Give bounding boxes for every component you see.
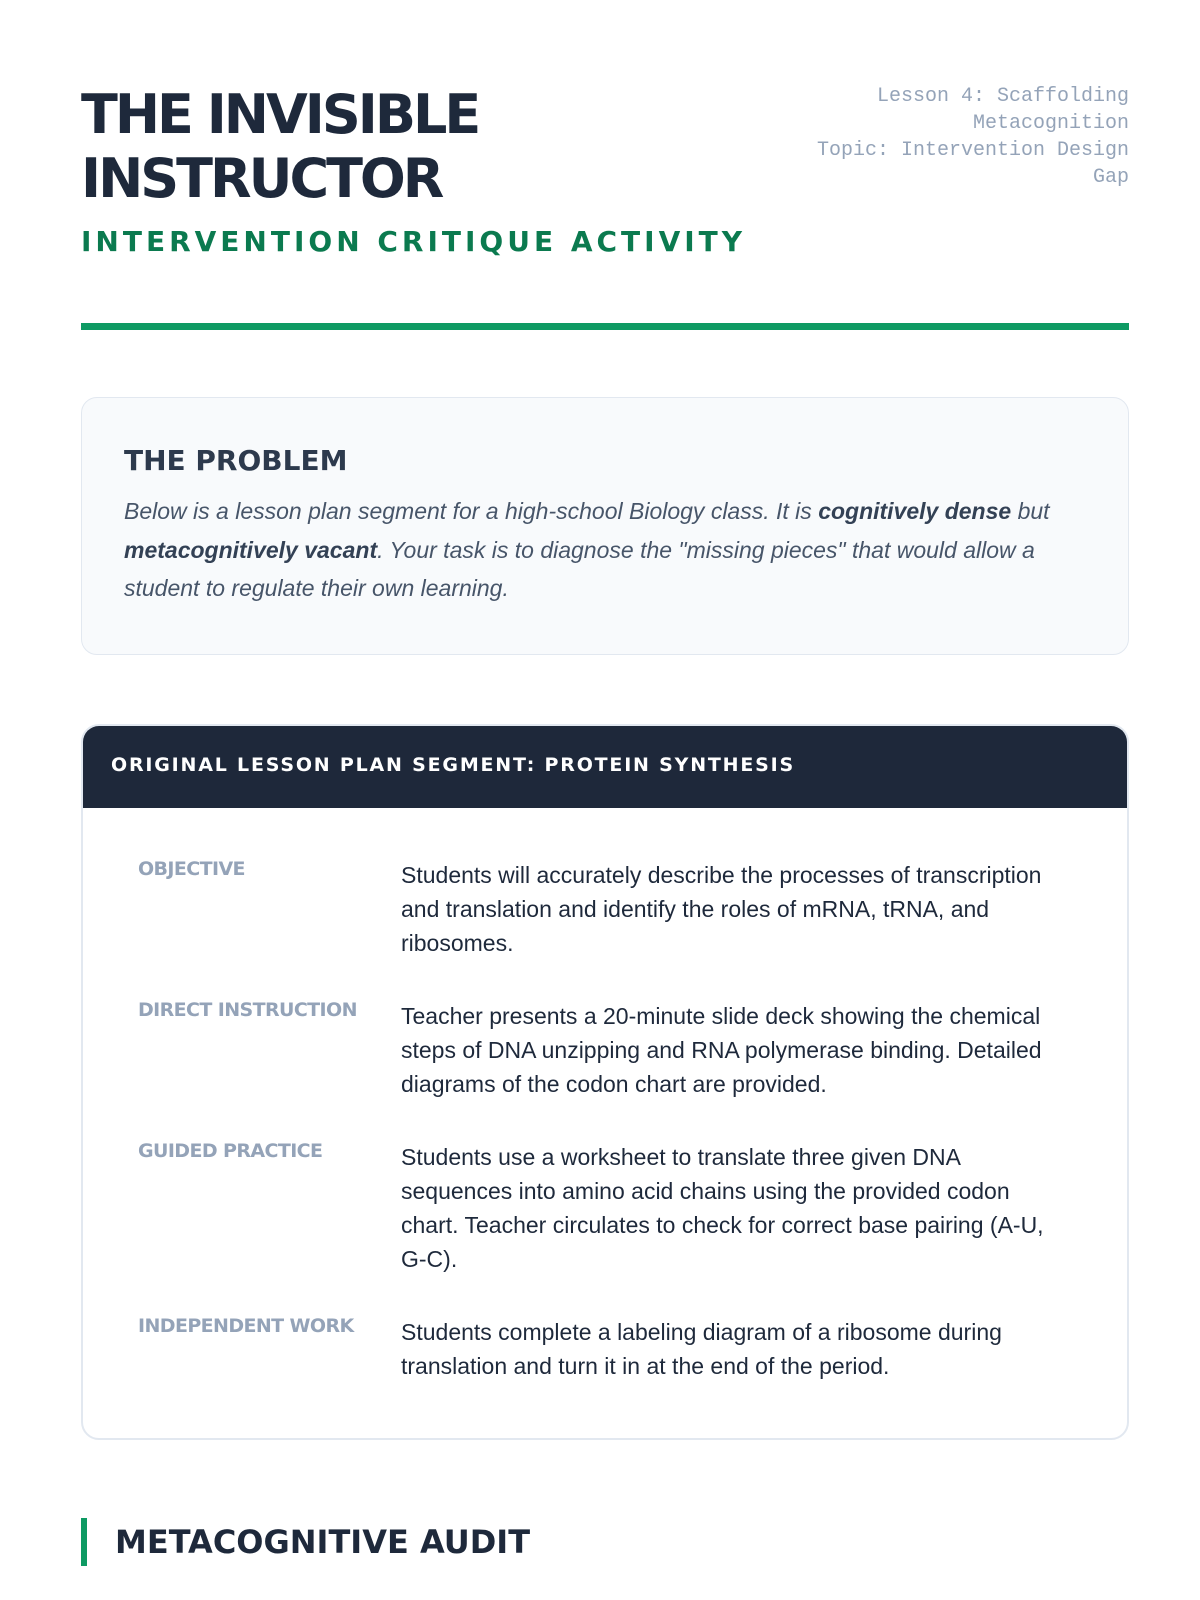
row-label: INDEPENDENT WORK [138, 1315, 354, 1337]
row-text: Students complete a labeling diagram of a ribosome during translation and turn it in at the end of the period. [401, 1319, 1002, 1379]
problem-card [81, 397, 1129, 655]
page-title [81, 83, 641, 211]
problem-text [124, 492, 1086, 608]
meta-line: Topic: Intervention Design [816, 139, 1129, 162]
worksheet-page [81, 0, 1129, 1600]
page-header [81, 83, 1129, 333]
row-text: Students will accurately describe the processes of transcription and translation and identify the roles of mRNA, tRNA, and ribosomes. [401, 862, 1042, 956]
problem-emphasis: cognitively dense [818, 498, 1012, 524]
lesson-plan-card [81, 724, 1129, 1440]
problem-emphasis: metacognitively vacant [124, 536, 378, 563]
meta-line: Gap [1092, 166, 1129, 189]
section-accent-bar [81, 1518, 87, 1566]
lesson-plan-header [83, 726, 1127, 808]
audit-heading: METACOGNITIVE AUDIT [115, 1523, 531, 1561]
problem-text-part: but [1011, 498, 1050, 524]
audit-section-heading [81, 1518, 1129, 1566]
title-line-2: INSTRUCTOR [81, 147, 442, 210]
lesson-plan-title: ORIGINAL LESSON PLAN SEGMENT: PROTEIN SYNTHESIS [111, 754, 795, 776]
problem-heading: THE PROBLEM [124, 444, 348, 477]
header-divider [81, 323, 1129, 330]
problem-text-part: Below is a lesson plan segment for a high-school Biology class. It is [124, 498, 819, 524]
row-text: Students use a worksheet to translate three given DNA sequences into amino acid chains using the provided codon chart. Teacher circulates to check for correct base pairing (A-U, G-C). [401, 1144, 1044, 1272]
lesson-meta [799, 83, 1129, 191]
row-label: OBJECTIVE [138, 858, 245, 880]
meta-line: Lesson 4: Scaffolding [876, 85, 1129, 108]
row-text: Teacher presents a 20-minute slide deck showing the chemical steps of DNA unzipping and RNA polymerase binding. Detailed diagrams of the codon chart are provided. [401, 1003, 1042, 1097]
meta-line: Metacognition [972, 112, 1129, 135]
row-label: DIRECT INSTRUCTION [138, 999, 357, 1021]
row-label: GUIDED PRACTICE [138, 1140, 323, 1162]
title-line-1: THE INVISIBLE [81, 83, 479, 146]
page-subtitle: INTERVENTION CRITIQUE ACTIVITY [81, 225, 747, 258]
problem-text-part: . Your task is to diagnose the "missing pieces" that would allow a student to regulate their own learning. [124, 536, 1035, 601]
